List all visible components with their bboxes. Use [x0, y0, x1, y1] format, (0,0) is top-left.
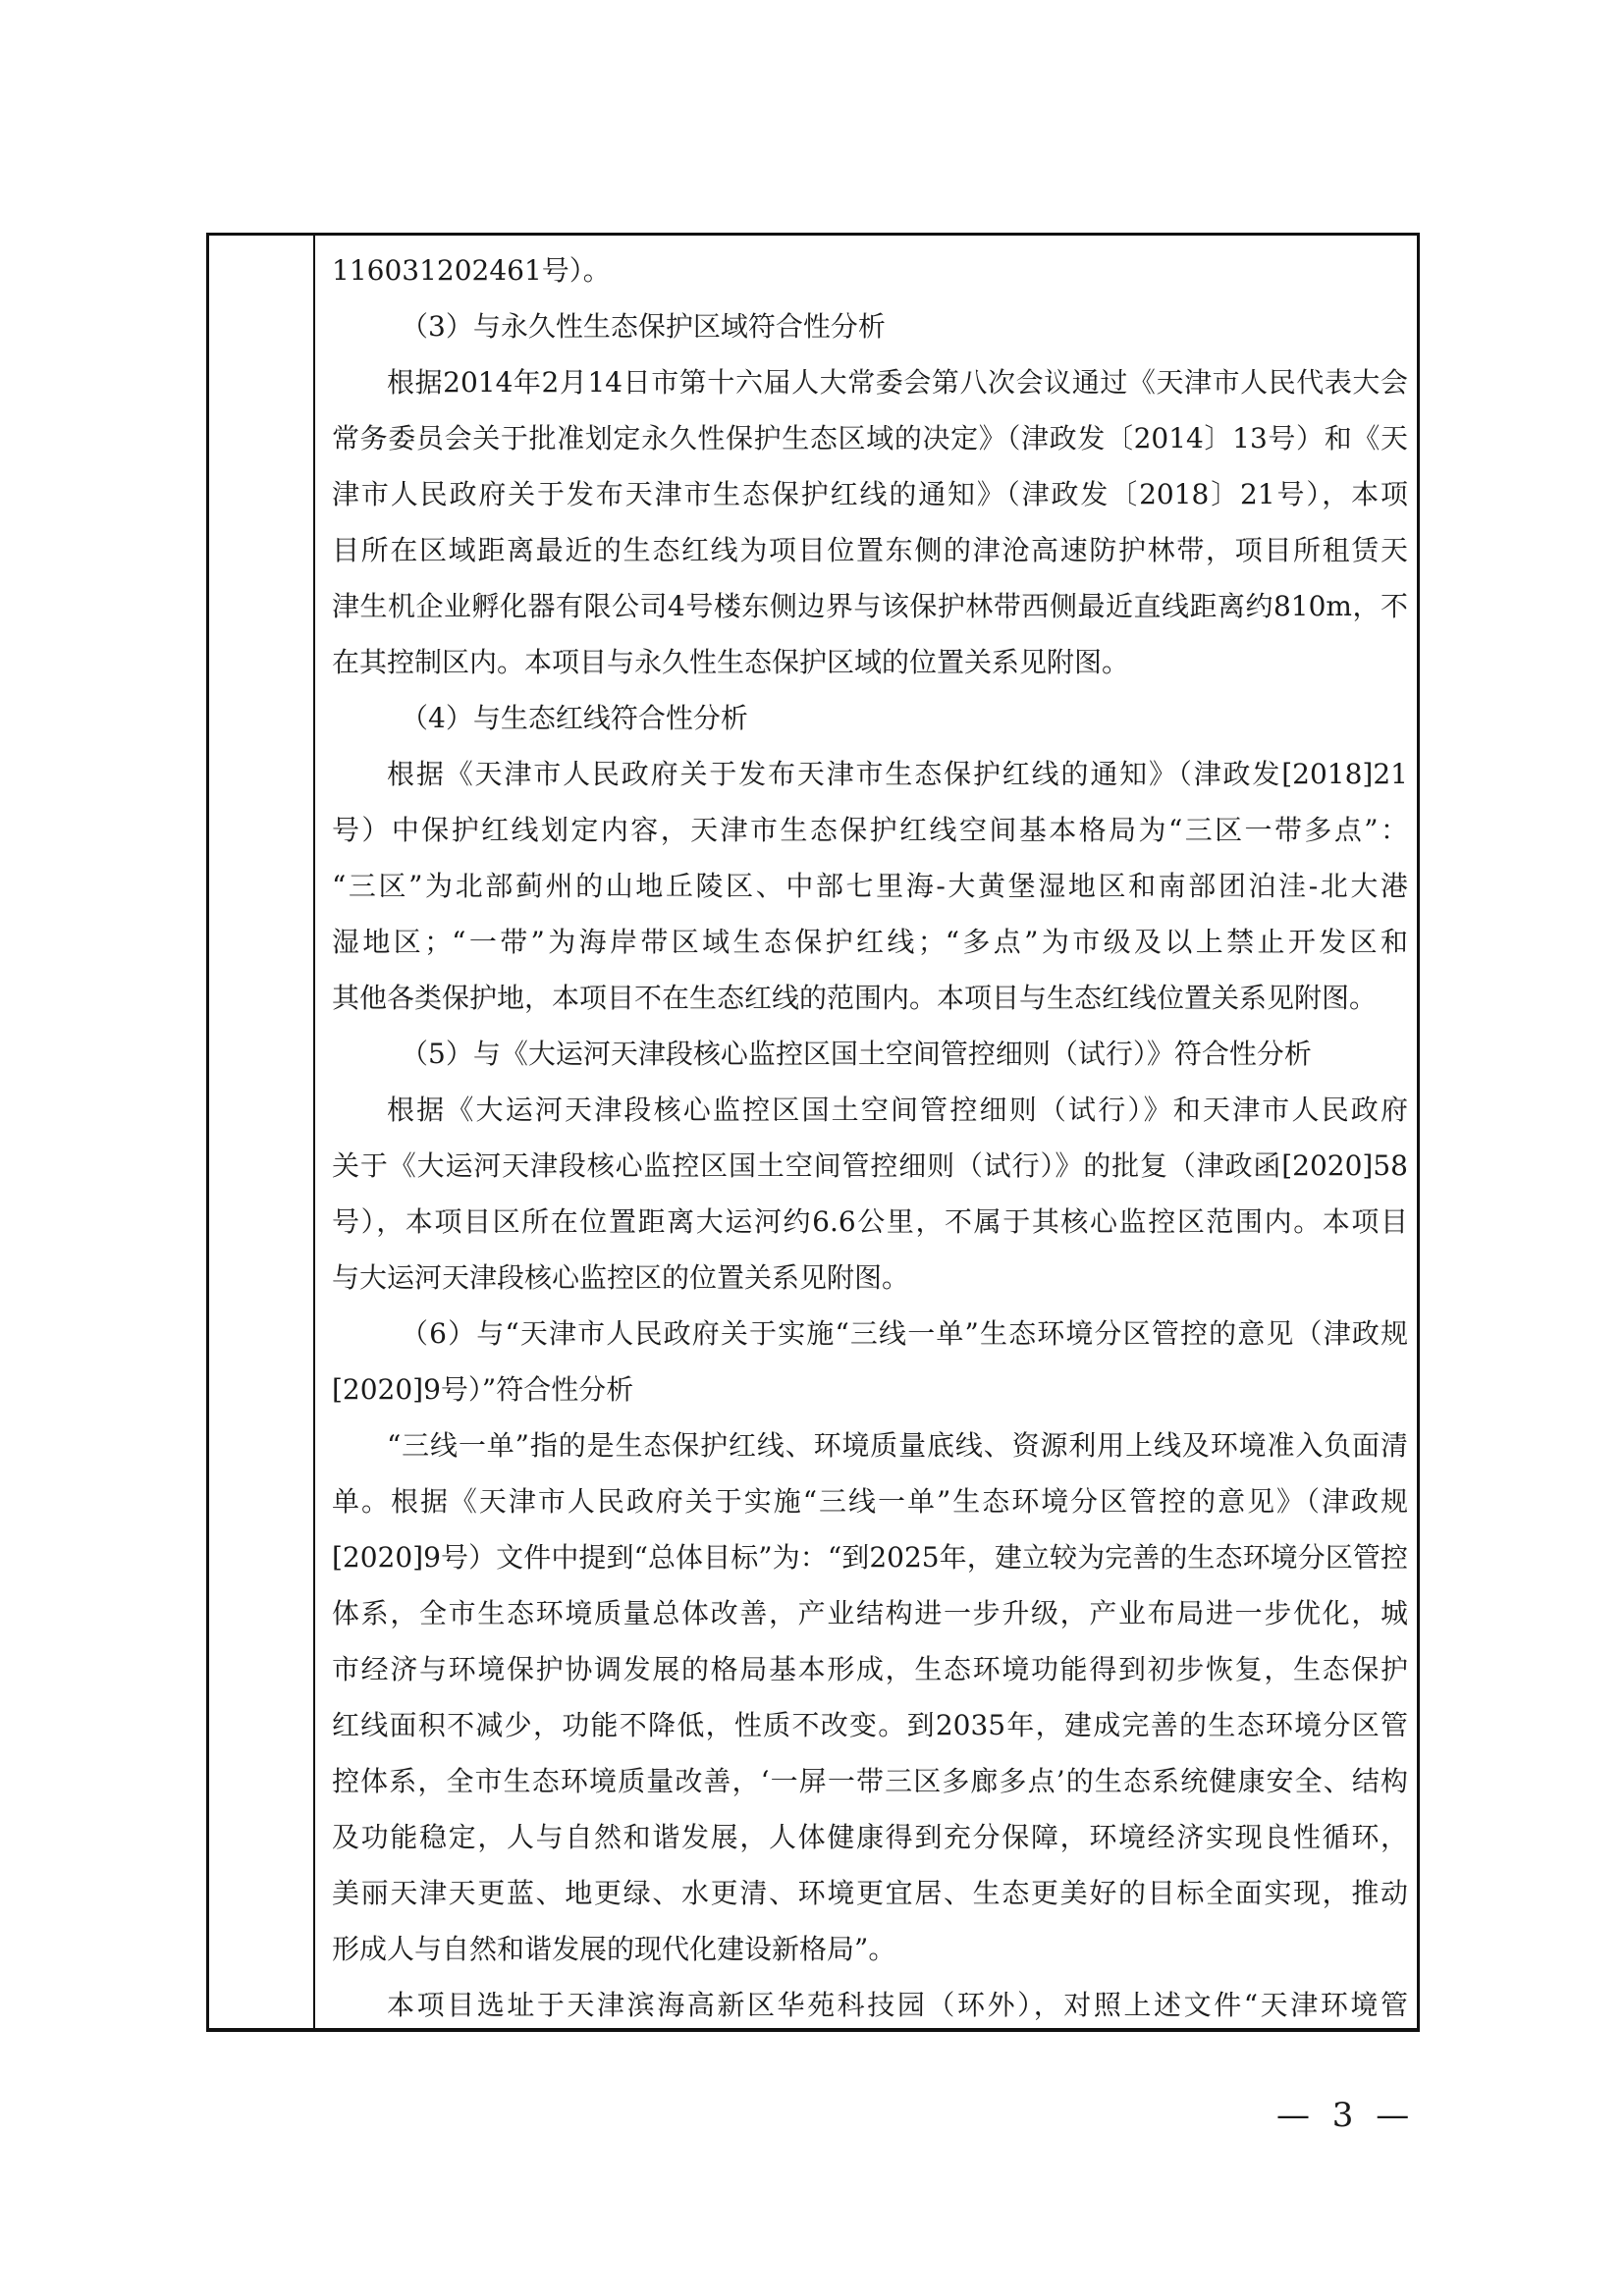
text-line: 体系，全市生态环境质量总体改善，产业结构进一步升级，产业布局进一步优化，城	[332, 1597, 1408, 1629]
text-line: 其他各类保护地，本项目不在生态红线的范围内。本项目与生态红线位置关系见附图。	[332, 982, 1378, 1014]
text-line: 津生机企业孵化器有限公司4号楼东侧边界与该保护林带西侧最近直线距离约810m，不	[332, 590, 1408, 622]
text-line: “三线一单”指的是生态保护红线、环境质量底线、资源利用上线及环境准入负面清	[387, 1429, 1408, 1462]
text-line: “三区”为北部蓟州的山地丘陵区、中部七里海-大黄堡湿地区和南部团泊洼-北大港	[332, 870, 1408, 902]
page-number: — 3 —	[1276, 2096, 1416, 2135]
section-heading: （3）与永久性生态保护区域符合性分析	[401, 310, 886, 343]
text-line: 根据《天津市人民政府关于发布天津市生态保护红线的通知》（津政发[2018]21	[387, 758, 1408, 790]
text-line: 津市人民政府关于发布天津市生态保护红线的通知》（津政发〔2018〕21号），本项	[332, 478, 1408, 510]
table-left-column	[209, 236, 315, 2028]
text-line: 关于《大运河天津段核心监控区国土空间管控细则（试行）》的批复（津政函[2020]58	[332, 1149, 1408, 1182]
text-line: 形成人与自然和谐发展的现代化建设新格局”。	[332, 1933, 896, 1965]
section-heading-cont: [2020]9号）”符合性分析	[332, 1373, 634, 1406]
text-line: 常务委员会关于批准划定永久性保护生态区域的决定》（津政发〔2014〕13号）和《天	[332, 422, 1408, 454]
text-line: 与大运河天津段核心监控区的位置关系见附图。	[332, 1261, 910, 1294]
text-line: 美丽天津天更蓝、地更绿、水更清、环境更宜居、生态更美好的目标全面实现，推动	[332, 1877, 1408, 1909]
text-line: 根据2014年2月14日市第十六届人大常委会第八次会议通过《天津市人民代表大会	[387, 366, 1408, 399]
section-heading: （5）与《大运河天津段核心监控区国土空间管控细则（试行）》符合性分析	[401, 1038, 1312, 1070]
text-line: 号）中保护红线划定内容，天津市生态保护红线空间基本格局为“三区一带多点”：	[332, 814, 1408, 846]
text-line: 本项目选址于天津滨海高新区华苑科技园（环外），对照上述文件“天津环境管	[387, 1989, 1408, 2021]
document-table	[206, 233, 1420, 2032]
text-line: 红线面积不减少，功能不降低，性质不改变。到2035年，建成完善的生态环境分区管	[332, 1709, 1408, 1741]
text-line: 目所在区域距离最近的生态红线为项目位置东侧的津沧高速防护林带，项目所租赁天	[332, 534, 1408, 566]
text-line: 单。根据《天津市人民政府关于实施“三线一单”生态环境分区管控的意见》（津政规	[332, 1485, 1408, 1518]
section-heading: （6）与“天津市人民政府关于实施“三线一单”生态环境分区管控的意见（津政规	[401, 1317, 1408, 1350]
section-heading: （4）与生态红线符合性分析	[401, 702, 748, 734]
text-line: 湿地区；“一带”为海岸带区域生态保护红线；“多点”为市级及以上禁止开发区和	[332, 926, 1408, 958]
text-line: 及功能稳定，人与自然和谐发展，人体健康得到充分保障，环境经济实现良性循环，	[332, 1821, 1408, 1853]
text-line: 控体系，全市生态环境质量改善，‘一屏一带三区多廊多点’的生态系统健康安全、结构	[332, 1765, 1408, 1797]
text-line: 号），本项目区所在位置距离大运河约6.6公里，不属于其核心监控区范围内。本项目	[332, 1205, 1408, 1238]
text-line: 116031202461号）。	[332, 254, 611, 287]
text-line: 根据《大运河天津段核心监控区国土空间管控细则（试行）》和天津市人民政府	[387, 1094, 1408, 1126]
text-line: 市经济与环境保护协调发展的格局基本形成，生态环境功能得到初步恢复，生态保护	[332, 1653, 1408, 1685]
text-line: [2020]9号）文件中提到“总体目标”为：“到2025年，建立较为完善的生态环境分区管控	[332, 1541, 1408, 1574]
table-content-cell	[332, 236, 1408, 2028]
text-line: 在其控制区内。本项目与永久性生态保护区域的位置关系见附图。	[332, 646, 1130, 678]
